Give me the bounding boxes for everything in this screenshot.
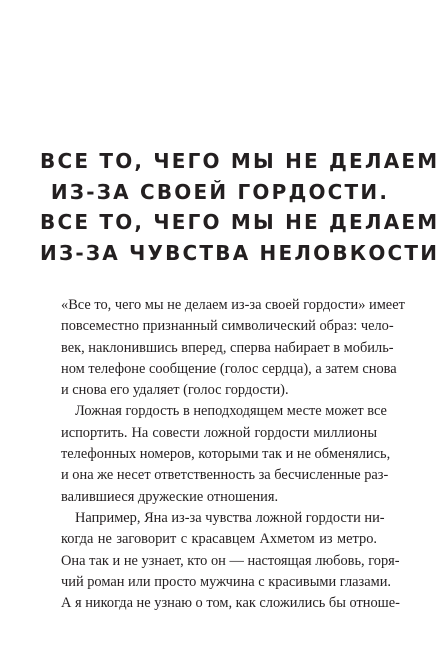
paragraph-2 bbox=[61, 401, 391, 507]
heading-line: ИЗ-ЗА СВОЕЙ ГОРДОСТИ. bbox=[50, 179, 390, 204]
text-line: Например, Яна из-за чувства ложной гордости ни- bbox=[75, 509, 385, 526]
text-line: и она же несет ответственность за бесчисленные раз- bbox=[61, 467, 389, 484]
text-line: и снова его удаляет (голос гордости). bbox=[61, 382, 289, 399]
chapter-heading bbox=[40, 146, 439, 268]
paragraph-1 bbox=[61, 295, 405, 401]
text-line: Ложная гордость в неподходящем месте может все bbox=[75, 403, 387, 420]
body-text bbox=[61, 295, 405, 614]
text-line: Она так и не узнает, кто он — настоящая любовь, горя- bbox=[61, 552, 400, 569]
paragraph-3 bbox=[61, 508, 400, 614]
heading-line: ВСЕ ТО, ЧЕГО МЫ НЕ ДЕЛАЕМ bbox=[40, 210, 439, 234]
text-line: валившиеся дружеские отношения. bbox=[61, 488, 279, 505]
text-line: ном телефоне сообщение (голос сердца), а затем снова bbox=[61, 360, 397, 377]
heading-line: ВСЕ ТО, ЧЕГО МЫ НЕ ДЕЛАЕМ bbox=[40, 149, 439, 173]
heading-line: ИЗ-ЗА ЧУВСТВА НЕЛОВКОСТИ bbox=[40, 240, 439, 265]
text-line: А я никогда не узнаю о том, как сложились бы отноше- bbox=[61, 595, 400, 612]
text-line: когда не заговорит с красавцем Ахметом из метро. bbox=[61, 531, 377, 548]
text-line: телефонных номеров, которыми так и не обменялись, bbox=[61, 446, 391, 463]
text-line: испортить. На совести ложной гордости миллионы bbox=[61, 424, 377, 441]
text-line: чий роман или просто мужчина с красивыми глазами. bbox=[61, 573, 392, 590]
text-line: «Все то, чего мы не делаем из-за своей гордости» имеет bbox=[61, 297, 405, 313]
text-line: век, наклонившись вперед, сперва набирает в мобиль- bbox=[61, 339, 394, 356]
text-line: повсеместно признанный символический образ: чело- bbox=[61, 318, 394, 335]
